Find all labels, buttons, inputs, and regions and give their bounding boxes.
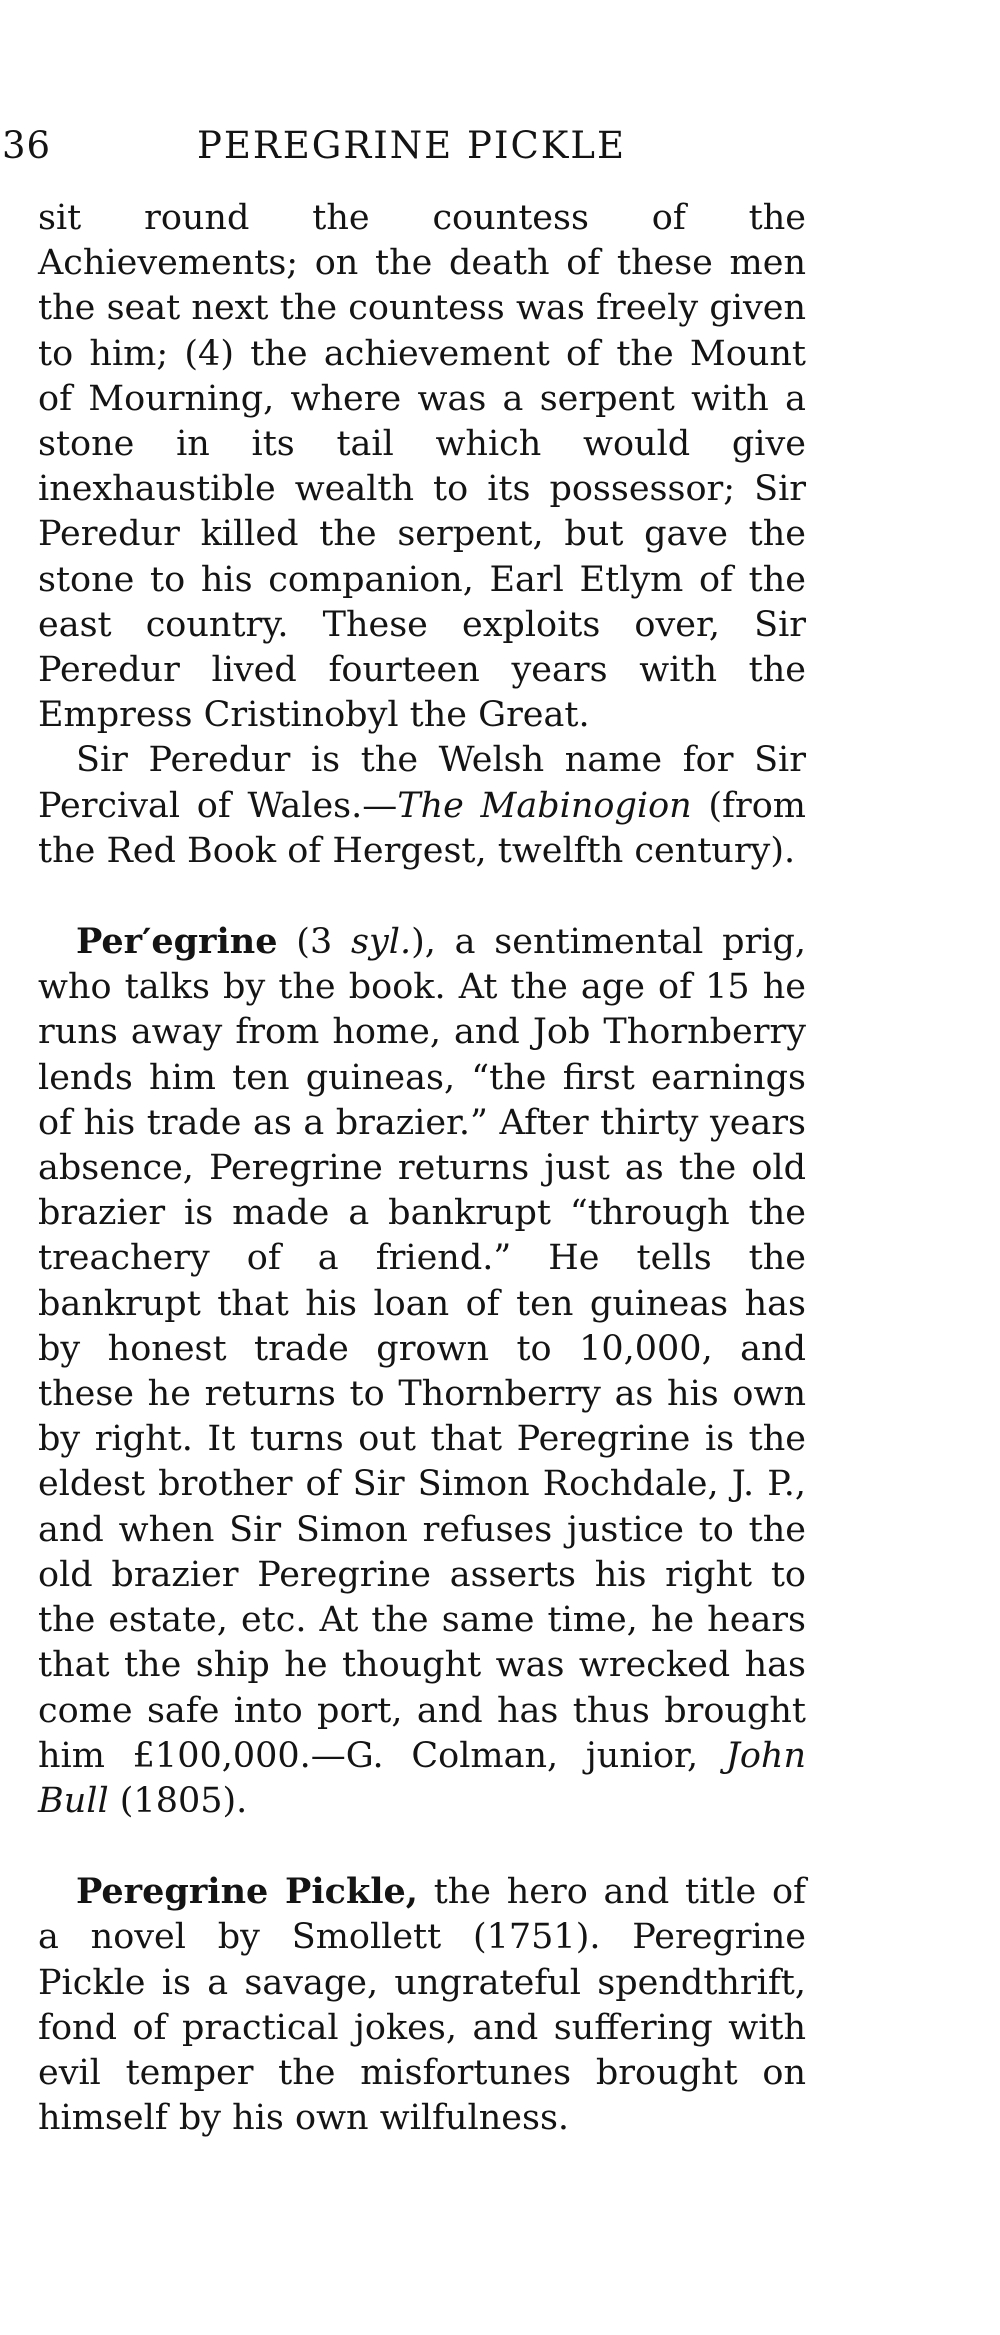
headword-peregrine-pickle: Peregrine Pickle,: [76, 1871, 418, 1913]
peregrine-definition: ), a sentimental prig, who talks by the book. At the age of 15 he runs away from home, and Job Thornberry lends him ten guineas, “the first earnings of his trade as a brazier.” After thirty years absence, Peregrine returns just as the old brazier is made a bankrupt “through the treachery of a friend.” He tells the bankrupt that his loan of ten guineas has by honest trade grown to 10,000, and these he returns to Thornberry as his own by right. It turns out that Peregrine is the eldest brother of Sir Simon Rochdale, J. P., and when Sir Simon refuses justice to the old brazier Peregrine asserts his right to the estate, etc. At the same time, he hears that the ship he thought was wrecked has come safe into port, and has thus brought him £100,000.—G. Colman, junior,: [38, 922, 806, 1776]
peredur-note: [38, 738, 806, 874]
peredur-note-text: Sir Peredur is the Welsh name for Sir Percival of Wales.—: [38, 740, 806, 826]
page-number: 36: [2, 124, 52, 167]
entry-separator: [38, 1824, 806, 1869]
peredur-continuation-text: sit round the countess of the Achievements; on the death of these men the seat next the countess was freely given to him; (4) the achievement of the Mount of Mourning, where was a serpent with a stone in its tail which would give inexhaustible wealth to its possessor; Sir Peredur killed the serpent, but gave the stone to his companion, Earl Etlym of the east country. These exploits over, Sir Peredur lived fourteen years with the Empress Cristinobyl the Great.: [38, 198, 806, 736]
entry-separator: [38, 874, 806, 919]
text-column: [38, 196, 806, 2141]
running-header: [0, 120, 1000, 172]
syllable-note-open: (3: [277, 922, 352, 963]
source-title-john-bull: John Bull: [38, 1735, 806, 1821]
peredur-entry-continuation: [38, 196, 806, 738]
source-title-mabinogion: The Mabinogion: [397, 785, 692, 826]
peredur-note-text-end: (from the Red Book of Hergest, twelfth century).: [38, 785, 806, 871]
source-year: (1805).: [108, 1780, 248, 1821]
running-title: PEREGRINE PICKLE: [197, 124, 626, 167]
peregrine-entry: [38, 919, 806, 1824]
peregrine-pickle-definition: the hero and title of a novel by Smollett (1751). Peregrine Pickle is a savage, ungrateful spendthrift, fond of practical jokes, and suffering with evil temper the misfortunes brought on himself by his own wilfulness.: [38, 1872, 807, 2139]
peregrine-pickle-entry: [38, 1869, 806, 2141]
syllable-abbreviation: syl.: [351, 922, 412, 963]
headword-peregrine: Per′egrine: [76, 921, 278, 963]
